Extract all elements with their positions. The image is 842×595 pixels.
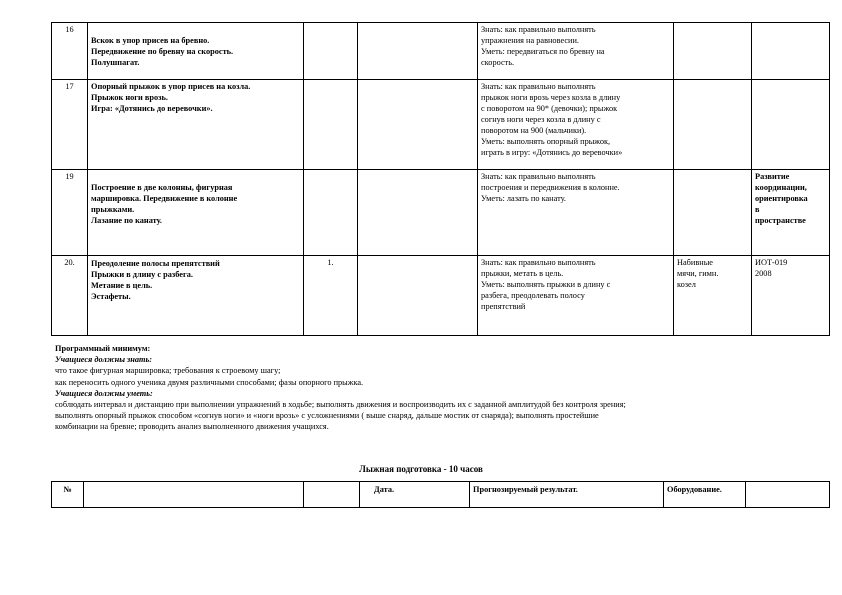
know-heading: Учащиеся должны знать:	[55, 355, 153, 365]
section-title: Лыжная подготовка - 10 часов	[359, 464, 483, 474]
cell-line: построения и передвижения в колонне.	[481, 183, 620, 192]
cell-line: упражнения на равновесии.	[481, 36, 579, 45]
cell-line: Полушпагат.	[91, 58, 140, 67]
cell-line: Построение в две колонны, фигурная	[91, 183, 233, 192]
cell-line: Знать: как правильно выполнять	[481, 25, 596, 34]
cell-line: Знать: как правильно выполнять	[481, 82, 596, 91]
cell-line: Игра: «Дотянись до веревочки».	[91, 104, 213, 113]
lesson-content	[88, 170, 304, 256]
lesson-content	[88, 23, 304, 80]
lesson-number: 20.	[52, 256, 88, 336]
know-line: как переносить одного ученика двумя различными способами; фазы опорного прыжка.	[55, 377, 364, 387]
lesson-hours	[304, 170, 358, 256]
cell-line: координации,	[755, 183, 807, 192]
cell-line: Уметь: выполнять прыжки в длину с	[481, 280, 611, 289]
program-minimum-heading: Программный минимум:	[55, 344, 151, 353]
header-equipment: Оборудование.	[664, 482, 746, 508]
lesson-equipment	[674, 23, 752, 80]
lesson-hours	[304, 80, 358, 170]
cell-line: мячи, гимн.	[677, 269, 719, 278]
table-row	[52, 80, 830, 170]
header-hours	[304, 482, 360, 508]
cell-line: разбега, преодолевать полосу	[481, 291, 585, 300]
lesson-notes	[752, 256, 830, 336]
lesson-hours: 1.	[304, 256, 358, 336]
lessons-table	[51, 22, 830, 336]
header-result: Прогнозируемый результат.	[470, 482, 664, 508]
lesson-content	[88, 256, 304, 336]
cell-line: в	[755, 205, 760, 214]
cell-line: козел	[677, 280, 696, 289]
lesson-result	[478, 170, 674, 256]
header-row	[52, 482, 830, 508]
can-line: выполнять опорный прыжок способом «согнув ноги» и «ноги врозь» с усложнениями ( выше снаряд, дальше мостик от снаряда); выполнять простейшие	[55, 411, 599, 421]
header-date: Дата.	[360, 482, 470, 508]
lesson-number: 19	[52, 170, 88, 256]
lesson-content	[88, 80, 304, 170]
lesson-date	[358, 23, 478, 80]
lesson-equipment	[674, 80, 752, 170]
cell-line: ориентировка	[755, 194, 808, 203]
lesson-notes	[752, 23, 830, 80]
lesson-notes	[752, 80, 830, 170]
table-row	[52, 256, 830, 336]
cell-line: Уметь: выполнять опорный прыжок,	[481, 137, 611, 146]
cell-line: Вскок в упор присев на бревно.	[91, 36, 210, 45]
table-row	[52, 23, 830, 80]
cell-line: Метание в цель.	[91, 281, 153, 290]
know-line: что такое фигурная маршировка; требования к строевому шагу;	[55, 366, 281, 376]
can-line: соблюдать интервал и дистанцию при выполнении упражнений в ходьбе; выполнять движения и воспроизводить их с заданной амплитудой без контроля зрения;	[55, 400, 626, 410]
cell-line: пространстве	[755, 216, 806, 225]
cell-line: Прыжок ноги врозь.	[91, 93, 168, 102]
table-row	[52, 170, 830, 256]
cell-line: поворотом на 900 (мальчики).	[481, 126, 587, 135]
cell-line: согнув ноги через козла в длину с	[481, 115, 601, 124]
cell-line: прыжок ноги врозь через козла в длину	[481, 93, 621, 102]
lesson-date	[358, 80, 478, 170]
lesson-hours	[304, 23, 358, 80]
cell-line: Уметь: лазать по канату.	[481, 194, 566, 203]
cell-line: препятствий	[481, 302, 526, 311]
cell-line: скорость.	[481, 58, 515, 67]
cell-line: прыжками.	[91, 205, 135, 214]
lesson-result	[478, 23, 674, 80]
lesson-date	[358, 170, 478, 256]
lesson-date	[358, 256, 478, 336]
cell-line: Преодоление полосы препятствий	[91, 259, 220, 268]
cell-line: Знать: как правильно выполнять	[481, 258, 596, 267]
lesson-equipment	[674, 256, 752, 336]
lesson-result	[478, 256, 674, 336]
ski-table-header	[51, 481, 830, 508]
header-topic	[84, 482, 304, 508]
lesson-number: 17	[52, 80, 88, 170]
cell-line: Прыжки в длину с разбега.	[91, 270, 193, 279]
lesson-result	[478, 80, 674, 170]
cell-line: Набивные	[677, 258, 713, 267]
program-minimum	[55, 343, 825, 433]
lesson-number: 16	[52, 23, 88, 80]
cell-line: 2008	[755, 269, 772, 278]
cell-line: Эстафеты.	[91, 292, 131, 301]
cell-line: Опорный прыжок в упор присев на козла.	[91, 82, 251, 91]
cell-line: ИОТ-019	[755, 258, 788, 267]
cell-line: маршировка. Передвижение в колонне	[91, 194, 238, 203]
cell-line: Передвижение по бревну на скорость.	[91, 47, 234, 56]
cell-line: Лазание по канату.	[91, 216, 163, 225]
cell-line: Уметь: передвигаться по бревну на	[481, 47, 605, 56]
header-num: №	[52, 482, 84, 508]
cell-line: Знать: как правильно выполнять	[481, 172, 596, 181]
cell-line: играть в игру: «Дотянись до веревочки»	[481, 148, 623, 157]
cell-line: прыжки, метать в цель.	[481, 269, 564, 278]
cell-line: с поворотом на 90* (девочки); прыжок	[481, 104, 618, 113]
can-heading: Учащиеся должны уметь:	[55, 388, 153, 398]
lesson-notes	[752, 170, 830, 256]
header-notes	[746, 482, 830, 508]
lesson-equipment	[674, 170, 752, 256]
can-line: комбинации на бревне; проводить анализ выполненного движения учащихся.	[55, 422, 329, 432]
cell-line: Развитие	[755, 172, 790, 181]
